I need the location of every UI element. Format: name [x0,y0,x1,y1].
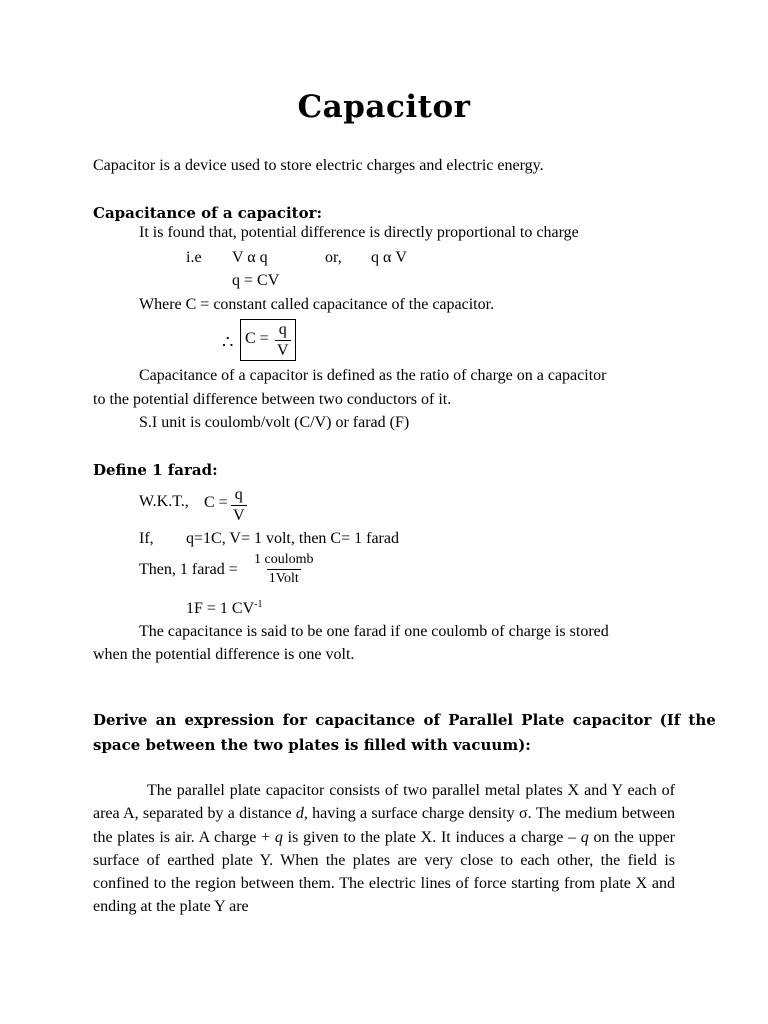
if-condition: q=1C, V= 1 volt, then C= 1 farad [186,530,399,547]
capacitance-definition-line2: to the potential difference between two conductors of it. [93,391,452,408]
para-part-5: is given to the plate X. It induces a charge – [282,828,581,846]
ie-label: i.e [186,249,202,266]
derive-heading-line1-text: Derive an expression for capacitance of Parallel Plate capacitor (If the [93,711,716,729]
proportion-q-v: q α V [371,249,407,266]
si-unit-text: S.I unit is coulomb/volt (C/V) or farad (F) [139,414,410,431]
farad-heading: Define 1 farad: [93,461,218,479]
wkt-numerator: q [234,486,243,503]
capacitance-heading: Capacitance of a capacitor: [93,204,323,222]
farad-unit-base: 1F = 1 CV [186,600,255,617]
farad-fraction [252,553,316,586]
capacitance-definition-line1: Capacitance of a capacitor is defined as the ratio of charge on a capacitor [139,367,607,384]
farad-unit-exponent: -1 [254,599,263,610]
para-distance-d: d [295,805,304,823]
intro-text: Capacitor is a device used to store electric charges and electric energy. [93,157,544,174]
farad-definition-line1: The capacitance is said to be one farad if one coulomb of charge is stored [139,623,609,640]
wkt-lhs: C = [204,494,228,511]
formula-lhs: C = [245,330,269,347]
capacitance-formula-box [240,319,296,361]
then-label: Then, 1 farad = [139,561,238,578]
farad-denominator: 1Volt [268,571,299,586]
wkt-label: W.K.T., [139,493,189,510]
para-charge-q-plus: q [274,828,283,846]
para-part-1: The parallel plate capacitor consists of two parallel metal plates X and Y each of area A, separated by a distance [93,782,675,823]
para-part-3: , having a surface charge density σ. The medium between the plates is air. A charge + [93,805,676,846]
derive-heading-line1 [93,711,716,729]
formula-numerator: q [278,321,287,338]
or-label: or, [325,249,342,266]
therefore-symbol: ∴ [222,332,234,352]
derive-heading-line2: space between the two plates is filled with vacuum): [93,736,531,754]
parallel-plate-paragraph [93,779,675,919]
where-c-constant: Where C = constant called capacitance of the capacitor. [139,296,495,313]
wkt-fraction [231,487,247,524]
para-part-7: on the upper surface of earthed plate Y. When the plates are very close to each other, the field is confined to the region between them. The electric lines of force starting from plate X and ending at the plate Y are [93,828,676,916]
proportional-statement: It is found that, potential difference is directly proportional to charge [139,224,579,241]
formula-fraction [275,322,291,359]
page-title: Capacitor [297,89,471,125]
q-equals-cv: q = CV [232,272,280,289]
farad-unit [186,600,263,617]
if-label: If, [139,530,154,547]
wkt-denominator: V [233,507,245,524]
para-charge-q-minus: q [580,828,589,846]
proportion-v-q: V α q [232,249,268,266]
formula-denominator: V [277,342,289,359]
farad-definition-line2: when the potential difference is one volt. [93,646,355,663]
farad-numerator: 1 coulomb [254,552,314,567]
